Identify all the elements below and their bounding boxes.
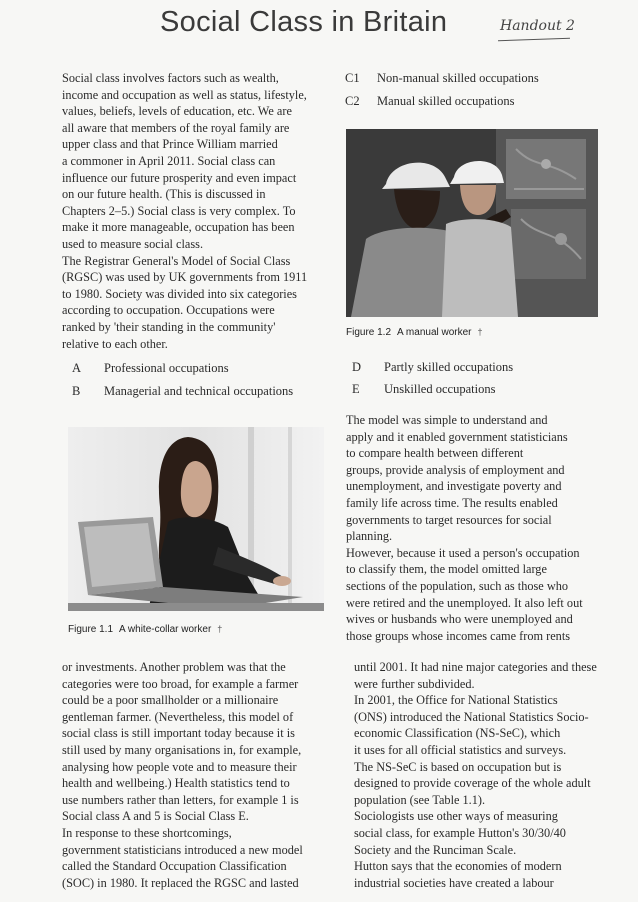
dagger-mark: † [477,327,483,337]
text-line: wives or husbands who were unemployed and [346,612,573,627]
class-code: D [352,360,362,374]
class-description: Partly skilled occupations [384,360,514,374]
text-line: to compare health between different [346,446,524,461]
class-description: Manual skilled occupations [377,94,515,108]
figure-caption-text: A white-collar worker [119,624,212,635]
class-item-b [72,384,293,399]
class-description: Unskilled occupations [384,382,496,396]
class-code: C2 [345,94,360,108]
text-line: sections of the population, such as those who [346,578,568,593]
text-line: (ONS) introduced the National Statistics Socio- [354,709,589,724]
class-item-a [72,361,229,376]
text-line: Social class involves factors such as wealth, [62,71,279,85]
text-line: family life across time. The results enabled [346,495,558,510]
text-line: designed to provide coverage of the whole adult [354,776,591,791]
class-code: E [352,382,360,396]
text-line: Society and the Runciman Scale. [354,842,517,857]
text-line: all aware that members of the royal family are [62,120,290,135]
text-line: until 2001. It had nine major categories and these [354,660,597,674]
text-line: Social class A and 5 is Social Class E. [62,809,249,824]
text-line: governments to target resources for social [346,512,552,527]
text-line: income and occupation as well as status, lifestyle, [62,87,307,102]
text-line: The model was simple to understand and [346,413,548,427]
text-line: to classify them, the model omitted large [346,562,547,577]
text-line: The NS-SeC is based on occupation but is [354,759,562,774]
text-line: planning. [346,529,393,544]
text-line: Sociologists use other ways of measuring [354,809,558,824]
figure-label: Figure 1.1 [68,624,114,635]
white-collar-worker-illustration [68,427,324,611]
class-item-d [352,360,513,375]
text-line: However, because it used a person's occupation [346,545,580,560]
text-line: social class is still important today because it is [62,726,295,741]
text-line: a commoner in April 2011. Social class can [62,153,276,168]
text-line: still used by many organisations in, for example, [62,742,302,757]
class-item-c1 [345,71,539,86]
text-line: upper class and that Prince William married [62,137,278,152]
text-line: it uses for all official statistics and surveys. [354,742,567,757]
text-line: values, beliefs, levels of education, etc. We are [62,104,292,119]
bottom-left-paragraph [62,659,303,891]
text-line: The Registrar General's Model of Social Class [62,253,291,268]
text-line: apply and it enabled government statisticians [346,429,568,444]
text-line: government statisticians introduced a new model [62,842,303,857]
class-code: C1 [345,71,360,85]
figure-caption-1-1 [68,624,222,635]
text-line: health and wellbeing.) Health statistics tend to [62,776,290,791]
class-item-e [352,382,495,397]
text-line: used to measure social class. [62,236,204,251]
text-line: categories were too broad, for example a farmer [62,676,299,691]
text-line: social class, for example Hutton's 30/30/40 [354,825,566,840]
text-line: (SOC) in 1980. It replaced the RGSC and lasted [62,875,299,890]
text-line: were retired and the unemployed. It also left out [346,595,583,610]
manual-worker-illustration [346,129,598,317]
text-line: those groups whose incomes came from rents [346,628,571,643]
text-line: unemployment, and investigate poverty and [346,479,562,494]
text-line: In response to these shortcomings, [62,825,232,840]
text-line: according to occupation. Occupations were [62,303,275,318]
text-line: gentleman farmer. (Nevertheless, this model of [62,709,294,724]
text-line: use numbers rather than letters, for example 1 is [62,792,299,807]
text-line: to 1980. Society was divided into six categories [62,286,297,301]
text-line: on our future health. (This is discussed in [62,187,266,202]
text-line: population (see Table 1.1). [354,792,486,807]
text-line: influence our future prosperity and even impact [62,170,297,185]
text-line: groups, provide analysis of employment and [346,462,565,477]
text-line: analysing how people vote and to measure their [62,759,297,774]
white-collar-worker-photo [68,427,324,611]
manual-worker-photo [346,129,598,317]
class-code: A [72,361,82,375]
class-description: Professional occupations [104,361,229,375]
text-line: or investments. Another problem was that the [62,660,286,674]
text-line: In 2001, the Office for National Statistics [354,693,558,708]
text-line: Hutton says that the economies of modern [354,859,562,874]
text-line: called the Standard Occupation Classification [62,859,287,874]
class-item-c2 [345,94,514,109]
text-line: Chapters 2–5.) Social class is very complex. To [62,203,296,218]
handwritten-underline [498,38,570,42]
text-line: could be a poor smallholder or a millionaire [62,693,279,708]
text-line: ranked by 'their standing in the community' [62,319,276,334]
text-line: were further subdivided. [354,676,475,691]
figure-caption-text: A manual worker [397,327,472,338]
class-code: B [72,384,81,398]
text-line: industrial societies have created a labour [354,875,554,890]
model-paragraph [346,412,583,644]
figure-label: Figure 1.2 [346,327,392,338]
figure-caption-1-2 [346,327,483,338]
text-line: (RGSC) was used by UK governments from 1911 [62,270,308,285]
text-line: relative to each other. [62,336,168,351]
handwritten-note: Handout 2 [500,18,575,34]
text-line: make it more manageable, occupation has been [62,220,295,235]
intro-paragraph [62,70,307,352]
class-description: Non-manual skilled occupations [377,71,539,85]
page-title: Social Class in Britain [160,6,448,38]
dagger-mark: † [217,624,223,634]
class-description: Managerial and technical occupations [104,384,294,398]
text-line: economic Classification (NS-SeC), which [354,726,561,741]
bottom-right-paragraph [354,659,597,891]
